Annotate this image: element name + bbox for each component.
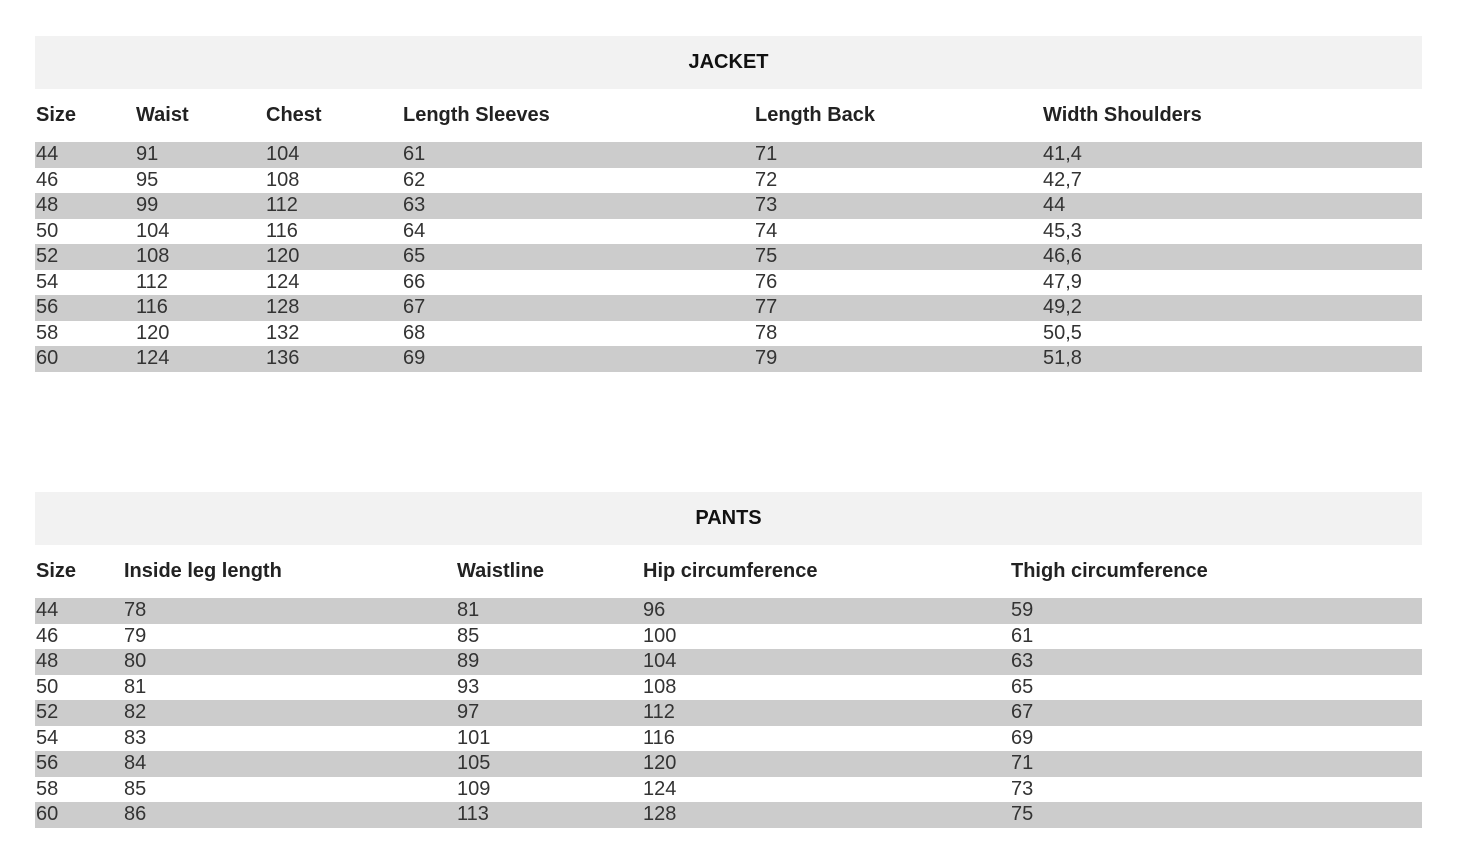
table-cell: 46 <box>36 168 59 191</box>
table-row <box>35 168 1422 194</box>
table-cell: 112 <box>643 701 675 723</box>
table-row <box>35 321 1422 347</box>
table-cell: 44 <box>36 143 59 165</box>
table-cell: 120 <box>643 752 677 774</box>
table-cell: 108 <box>136 245 170 267</box>
table-cell: 63 <box>403 194 426 216</box>
table-cell: 52 <box>36 701 59 723</box>
jacket-column-header: Width Shoulders <box>1043 104 1202 126</box>
table-cell: 79 <box>755 347 778 369</box>
table-cell: 100 <box>643 624 677 647</box>
table-row <box>35 244 1422 270</box>
table-cell: 80 <box>124 650 147 672</box>
table-cell: 97 <box>457 701 480 723</box>
table-cell: 42,7 <box>1043 168 1082 191</box>
pants-table-title: PANTS <box>35 492 1422 545</box>
pants-column-header: Size <box>36 560 77 582</box>
table-cell: 78 <box>755 321 778 344</box>
table-cell: 105 <box>457 752 491 774</box>
table-cell: 116 <box>643 726 675 749</box>
table-cell: 136 <box>266 347 300 369</box>
table-cell: 120 <box>266 245 300 267</box>
table-cell: 44 <box>1043 194 1066 216</box>
table-cell: 62 <box>403 168 426 191</box>
table-cell: 41,4 <box>1043 143 1082 165</box>
jacket-table-title: JACKET <box>35 36 1422 89</box>
table-row <box>35 193 1422 219</box>
pants-header-row <box>35 545 1422 598</box>
table-cell: 63 <box>1011 650 1034 672</box>
table-cell: 108 <box>266 168 300 191</box>
table-cell: 104 <box>136 219 170 242</box>
table-cell: 120 <box>136 321 170 344</box>
table-cell: 50 <box>36 675 59 698</box>
table-cell: 58 <box>36 321 59 344</box>
table-row <box>35 142 1422 168</box>
table-cell: 66 <box>403 270 426 293</box>
table-cell: 48 <box>36 650 59 672</box>
table-cell: 86 <box>124 803 147 825</box>
table-cell: 82 <box>124 701 147 723</box>
table-cell: 89 <box>457 650 480 672</box>
table-cell: 61 <box>1011 624 1034 647</box>
jacket-rows <box>35 142 1422 372</box>
table-cell: 56 <box>36 752 59 774</box>
table-cell: 96 <box>643 599 666 621</box>
table-cell: 99 <box>136 194 159 216</box>
table-cell: 109 <box>457 777 491 800</box>
table-cell: 67 <box>403 296 426 318</box>
table-cell: 46,6 <box>1043 245 1082 267</box>
pants-size-table <box>35 492 1422 828</box>
table-row <box>35 219 1422 245</box>
table-cell: 128 <box>266 296 300 318</box>
table-cell: 132 <box>266 321 300 344</box>
table-row <box>35 726 1422 752</box>
table-cell: 69 <box>403 347 426 369</box>
table-cell: 128 <box>643 803 677 825</box>
pants-rows <box>35 598 1422 828</box>
pants-column-header: Hip circumference <box>643 560 818 582</box>
table-cell: 93 <box>457 675 480 698</box>
table-cell: 65 <box>403 245 426 267</box>
table-cell: 112 <box>266 194 298 216</box>
table-cell: 60 <box>36 347 59 369</box>
table-cell: 74 <box>755 219 778 242</box>
table-cell: 52 <box>36 245 59 267</box>
table-cell: 91 <box>136 143 159 165</box>
table-cell: 83 <box>124 726 147 749</box>
table-row <box>35 802 1422 828</box>
table-cell: 84 <box>124 752 147 774</box>
table-cell: 113 <box>457 803 489 825</box>
table-row <box>35 295 1422 321</box>
table-cell: 112 <box>136 270 168 293</box>
table-cell: 71 <box>1011 752 1034 774</box>
table-cell: 47,9 <box>1043 270 1082 293</box>
table-cell: 54 <box>36 270 59 293</box>
table-cell: 95 <box>136 168 159 191</box>
jacket-column-header: Waist <box>136 104 189 126</box>
table-cell: 75 <box>755 245 778 267</box>
table-cell: 64 <box>403 219 426 242</box>
table-cell: 81 <box>124 675 147 698</box>
pants-column-header: Thigh circumference <box>1011 560 1208 582</box>
table-cell: 116 <box>266 219 298 242</box>
jacket-column-header: Chest <box>266 104 322 126</box>
table-cell: 46 <box>36 624 59 647</box>
table-cell: 56 <box>36 296 59 318</box>
table-cell: 104 <box>266 143 300 165</box>
table-cell: 75 <box>1011 803 1034 825</box>
table-cell: 101 <box>457 726 491 749</box>
table-cell: 44 <box>36 599 59 621</box>
table-cell: 49,2 <box>1043 296 1082 318</box>
table-row <box>35 700 1422 726</box>
table-cell: 68 <box>403 321 426 344</box>
table-cell: 69 <box>1011 726 1034 749</box>
table-row <box>35 751 1422 777</box>
table-cell: 124 <box>643 777 677 800</box>
table-row <box>35 777 1422 803</box>
table-cell: 48 <box>36 194 59 216</box>
table-row <box>35 675 1422 701</box>
table-row <box>35 624 1422 650</box>
table-cell: 85 <box>124 777 147 800</box>
jacket-column-header: Size <box>36 104 77 126</box>
table-cell: 50 <box>36 219 59 242</box>
pants-column-header: Waistline <box>457 560 545 582</box>
table-cell: 54 <box>36 726 59 749</box>
table-cell: 116 <box>136 296 168 318</box>
table-cell: 67 <box>1011 701 1034 723</box>
table-cell: 59 <box>1011 599 1034 621</box>
table-cell: 77 <box>755 296 778 318</box>
table-cell: 81 <box>457 599 480 621</box>
table-cell: 108 <box>643 675 677 698</box>
table-row <box>35 346 1422 372</box>
jacket-column-header: Length Sleeves <box>403 104 550 126</box>
table-cell: 61 <box>403 143 426 165</box>
table-cell: 73 <box>1011 777 1034 800</box>
table-cell: 58 <box>36 777 59 800</box>
jacket-size-table <box>35 36 1422 372</box>
table-cell: 124 <box>266 270 300 293</box>
table-cell: 51,8 <box>1043 347 1082 369</box>
table-cell: 124 <box>136 347 170 369</box>
table-cell: 104 <box>643 650 677 672</box>
table-cell: 71 <box>755 143 778 165</box>
jacket-header-row <box>35 89 1422 142</box>
table-row <box>35 270 1422 296</box>
table-cell: 76 <box>755 270 778 293</box>
table-cell: 79 <box>124 624 147 647</box>
table-cell: 65 <box>1011 675 1034 698</box>
table-cell: 50,5 <box>1043 321 1082 344</box>
table-row <box>35 598 1422 624</box>
table-row <box>35 649 1422 675</box>
table-cell: 60 <box>36 803 59 825</box>
table-cell: 73 <box>755 194 778 216</box>
table-cell: 45,3 <box>1043 219 1082 242</box>
pants-column-header: Inside leg length <box>124 560 282 582</box>
table-cell: 85 <box>457 624 480 647</box>
table-cell: 72 <box>755 168 778 191</box>
jacket-column-header: Length Back <box>755 104 876 126</box>
table-cell: 78 <box>124 599 147 621</box>
